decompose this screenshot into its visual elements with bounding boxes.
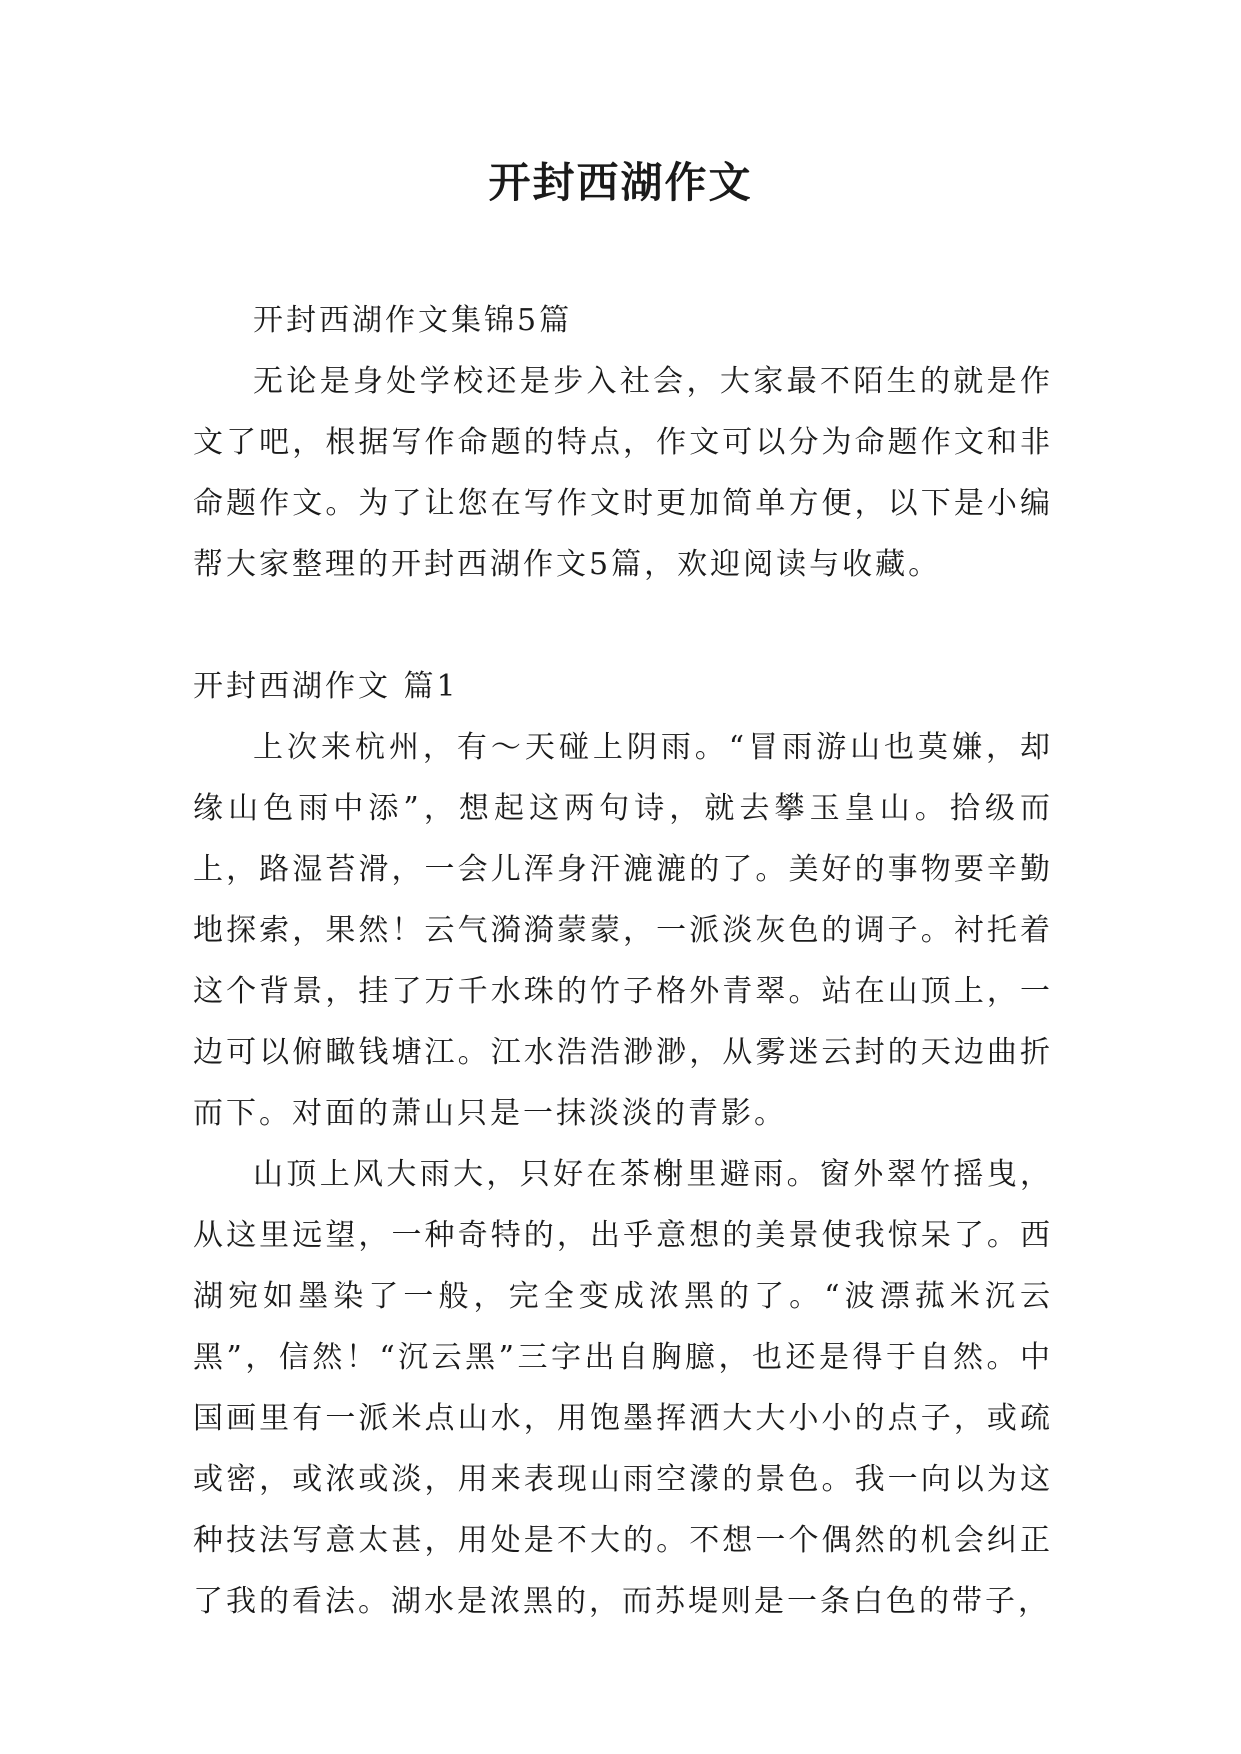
body-paragraph: 上次来杭州，有～天碰上阴雨。“冒雨游山也莫嫌，却缘山色雨中添”，想起这两句诗，就去攀玉皇山。拾级而上，路湿苔滑，一会儿浑身汗漉漉的了。美好的事物要辛勤地探索，果然！云气漪漪蒙蒙，一派淡灰色的调子。衬托着这个背景，挂了万千水珠的竹子格外青翠。站在山顶上，一边可以俯瞰钱塘江。江水浩浩渺渺，从雾迷云封的天边曲折而下。对面的萧山只是一抹淡淡的青影。	[193, 730, 1053, 1131]
document-body	[193, 290, 1053, 1632]
document-subtitle: 开封西湖作文集锦5篇	[253, 303, 573, 338]
document-title: 开封西湖作文	[488, 158, 753, 207]
intro-paragraph: 无论是身处学校还是步入社会，大家最不陌生的就是作文了吧，根据写作命题的特点，作文可以分为命题作文和非命题作文。为了让您在写作文时更加简单方便，以下是小编帮大家整理的开封西湖作文5篇，欢迎阅读与收藏。	[193, 364, 1053, 582]
section-heading: 开封西湖作文 篇1	[193, 669, 459, 704]
body-paragraph: 山顶上风大雨大，只好在茶榭里避雨。窗外翠竹摇曳，从这里远望，一种奇特的，出乎意想的美景使我惊呆了。西湖宛如墨染了一般，完全变成浓黑的了。“波漂菰米沉云黑”，信然！“沉云黑”三字出自胸臆，也还是得于自然。中国画里有一派米点山水，用饱墨挥洒大大小小的点子，或疏或密，或浓或淡，用来表现山雨空濛的景色。我一向以为这种技法写意太甚，用处是不大的。不想一个偶然的机会纠正了我的看法。湖水是浓黑的，而苏堤则是一条白色的带子，	[193, 1157, 1053, 1619]
